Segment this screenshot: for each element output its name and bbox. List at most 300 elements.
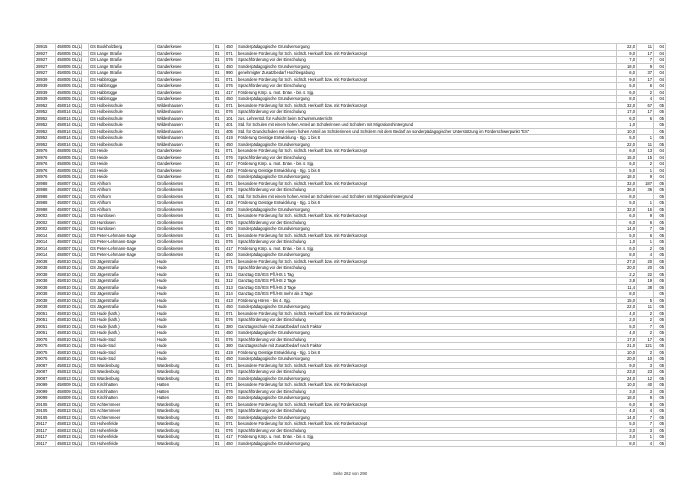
- unit-cell: 01: [214, 252, 225, 259]
- measure-code-cell: 071: [225, 102, 237, 109]
- measure-description-cell: Sprachförderung vor der Einschulung: [237, 388, 617, 395]
- school-name-cell: GS Habbrügge: [89, 76, 156, 83]
- school-code-cell: 458005 OL(L): [56, 174, 89, 181]
- unit-cell: 01: [214, 323, 225, 330]
- count-cell: 11: [637, 304, 654, 311]
- unit-cell: 01: [214, 115, 225, 122]
- measure-description-cell: Ganztagsschule mit Zusatzbedarf nach Faktor: [237, 323, 617, 330]
- school-code-cell: 458014 OL(L): [56, 109, 89, 116]
- school-name-cell: GS Lange Straße: [89, 57, 156, 64]
- school-name-cell: GS Bookholzberg: [89, 44, 156, 51]
- measure-code-cell: 450: [225, 356, 237, 363]
- school-name-cell: GS Achternmeer: [89, 401, 156, 408]
- measure-description-cell: Sprachförderung vor der Einschulung: [237, 369, 617, 376]
- row-number-cell: 28952: [35, 128, 56, 135]
- school-name-cell: GS Habbrügge: [89, 96, 156, 103]
- place-cell: Ganderkesee: [156, 174, 214, 181]
- school-name-cell: GS Jägerstraße: [89, 291, 156, 298]
- unit-cell: 01: [214, 304, 225, 311]
- term-cell: 05: [654, 258, 666, 265]
- hours-cell: 27,0: [617, 258, 637, 265]
- place-cell: Hude: [156, 349, 214, 356]
- row-number-cell: 28927: [35, 70, 56, 77]
- place-cell: Hude: [156, 304, 214, 311]
- measure-description-cell: Sonderpädagogische Grundversorgung: [237, 206, 617, 213]
- school-name-cell: GS Peter-Lehmann-Sage: [89, 252, 156, 259]
- school-name-cell: GS Wardenburg: [89, 375, 156, 382]
- term-cell: 05: [654, 369, 666, 376]
- count-cell: 6: [637, 83, 654, 90]
- measure-code-cell: 076: [225, 388, 237, 395]
- hours-cell: 6,0: [617, 219, 637, 226]
- hours-cell: 6,0: [617, 245, 637, 252]
- measure-code-cell: 076: [225, 154, 237, 161]
- hours-cell: 6,0: [617, 115, 637, 122]
- term-cell: 04: [654, 57, 666, 64]
- measure-code-cell: 071: [225, 76, 237, 83]
- hours-cell: 6,0: [617, 89, 637, 96]
- school-name-cell: GS Kirchhatten: [89, 382, 156, 389]
- measure-description-cell: besondere Förderung für Sch. nichtdt. Herkunft bzw. mit Förderkonzept: [237, 401, 617, 408]
- hours-cell: 8,0: [617, 440, 637, 447]
- term-cell: 05: [654, 297, 666, 304]
- school-code-cell: 458013 OL(L): [56, 408, 89, 415]
- place-cell: Großenkneten: [156, 232, 214, 239]
- row-number-cell: 29038: [35, 291, 56, 298]
- count-cell: 5: [637, 297, 654, 304]
- measure-code-cell: 076: [225, 408, 237, 415]
- place-cell: Hude: [156, 310, 214, 317]
- measure-code-cell: 419: [225, 200, 237, 207]
- count-cell: 2: [637, 317, 654, 324]
- count-cell: 1: [637, 167, 654, 174]
- school-code-cell: 458007 OL(L): [56, 206, 89, 213]
- place-cell: Ganderkesee: [156, 83, 214, 90]
- school-code-cell: 458014 OL(L): [56, 122, 89, 129]
- measure-code-cell: 071: [225, 310, 237, 317]
- measure-code-cell: 380: [225, 343, 237, 350]
- school-code-cell: 458014 OL(L): [56, 115, 89, 122]
- term-cell: 05: [654, 317, 666, 324]
- school-code-cell: 458010 OL(L): [56, 278, 89, 285]
- school-name-cell: GS Achternmeer: [89, 408, 156, 415]
- count-cell: 2: [637, 310, 654, 317]
- term-cell: 05: [654, 356, 666, 363]
- unit-cell: 01: [214, 50, 225, 57]
- place-cell: Wardenburg: [156, 434, 214, 441]
- school-code-cell: 458007 OL(L): [56, 187, 89, 194]
- hours-cell: 5,0: [617, 200, 637, 207]
- term-cell: 04: [654, 174, 666, 181]
- measure-description-cell: Ganztagsschule mit Zusatzbedarf nach Faktor: [237, 343, 617, 350]
- count-cell: 4: [637, 96, 654, 103]
- count-cell: 11: [637, 141, 654, 148]
- place-cell: Hude: [156, 271, 214, 278]
- place-cell: Wardenburg: [156, 369, 214, 376]
- measure-description-cell: Sonderpädagogische Grundversorgung: [237, 96, 617, 103]
- place-cell: Hatten: [156, 388, 214, 395]
- term-cell: 05: [654, 421, 666, 428]
- measure-description-cell: zus. Lehrerstd. für Aufsicht beim Schwimmunterricht: [237, 115, 617, 122]
- place-cell: Ganderkesee: [156, 96, 214, 103]
- unit-cell: 01: [214, 109, 225, 116]
- school-name-cell: GS Heide: [89, 174, 156, 181]
- unit-cell: 01: [214, 297, 225, 304]
- school-code-cell: 458013 OL(L): [56, 369, 89, 376]
- term-cell: 05: [654, 239, 666, 246]
- place-cell: Ganderkesee: [156, 57, 214, 64]
- count-cell: 6: [637, 219, 654, 226]
- hours-cell: 18,0: [617, 395, 637, 402]
- place-cell: Wildeshausen: [156, 128, 214, 135]
- measure-description-cell: Std. für Schulen mit einem hohen Anteil an Schülerinnen und Schülern mit Migrationshintergrund: [237, 122, 617, 129]
- school-name-cell: GS Hude-Süd: [89, 336, 156, 343]
- measure-code-cell: 990: [225, 70, 237, 77]
- row-number-cell: 28927: [35, 50, 56, 57]
- hours-cell: 3,8: [617, 278, 637, 285]
- place-cell: Hude: [156, 343, 214, 350]
- measure-code-cell: 450: [225, 252, 237, 259]
- school-code-cell: 458010 OL(L): [56, 323, 89, 330]
- term-cell: 05: [654, 122, 666, 129]
- school-code-cell: 458010 OL(L): [56, 349, 89, 356]
- school-name-cell: GS Lange Straße: [89, 70, 156, 77]
- count-cell: 37: [637, 70, 654, 77]
- place-cell: Wardenburg: [156, 408, 214, 415]
- term-cell: 05: [654, 102, 666, 109]
- measure-code-cell: 450: [225, 174, 237, 181]
- school-code-cell: 458007 OL(L): [56, 245, 89, 252]
- measure-description-cell: Sprachförderung vor der Einschulung: [237, 219, 617, 226]
- measure-code-cell: 417: [225, 89, 237, 96]
- unit-cell: 01: [214, 330, 225, 337]
- row-number-cell: 28976: [35, 167, 56, 174]
- place-cell: Hude: [156, 323, 214, 330]
- hours-cell: 5,0: [617, 83, 637, 90]
- count-cell: 20: [637, 258, 654, 265]
- row-number-cell: 29117: [35, 434, 56, 441]
- measure-code-cell: 419: [225, 167, 237, 174]
- unit-cell: 01: [214, 219, 225, 226]
- school-code-cell: 458007 OL(L): [56, 239, 89, 246]
- hours-cell: 8,0: [617, 193, 637, 200]
- term-cell: 05: [654, 265, 666, 272]
- school-name-cell: GS Huntlosen: [89, 213, 156, 220]
- row-number-cell: 29099: [35, 395, 56, 402]
- hours-cell: 21,0: [617, 343, 637, 350]
- measure-description-cell: Sprachförderung vor der Einschulung: [237, 427, 617, 434]
- unit-cell: 01: [214, 336, 225, 343]
- term-cell: 04: [654, 154, 666, 161]
- measure-description-cell: besondere Förderung für Sch. nichtdt. Herkunft bzw. mit Förderkonzept: [237, 232, 617, 239]
- place-cell: Großenkneten: [156, 239, 214, 246]
- term-cell: 05: [654, 135, 666, 142]
- measure-description-cell: Förderung Körp. u. mot. Entw. - bis 4. Sjg.: [237, 245, 617, 252]
- row-number-cell: 28988: [35, 180, 56, 187]
- count-cell: 17: [637, 76, 654, 83]
- place-cell: Großenkneten: [156, 193, 214, 200]
- school-name-cell: GS Huntlosen: [89, 226, 156, 233]
- unit-cell: 01: [214, 278, 225, 285]
- school-name-cell: GS Heide: [89, 148, 156, 155]
- measure-code-cell: 405: [225, 128, 237, 135]
- term-cell: 05: [654, 375, 666, 382]
- row-number-cell: 29099: [35, 382, 56, 389]
- unit-cell: 01: [214, 375, 225, 382]
- school-code-cell: 458010 OL(L): [56, 271, 89, 278]
- row-number-cell: 29105: [35, 414, 56, 421]
- hours-cell: 20,0: [617, 356, 637, 363]
- count-cell: 4: [637, 440, 654, 447]
- place-cell: Ganderkesee: [156, 89, 214, 96]
- school-name-cell: GS Hude-Süd: [89, 343, 156, 350]
- measure-code-cell: 450: [225, 141, 237, 148]
- table-row: [35, 440, 666, 447]
- unit-cell: 01: [214, 369, 225, 376]
- school-name-cell: GS Kirchhatten: [89, 395, 156, 402]
- school-code-cell: 458009 OL(L): [56, 382, 89, 389]
- measure-description-cell: Sprachförderung vor der Einschulung: [237, 154, 617, 161]
- hours-cell: 6,0: [617, 161, 637, 168]
- measure-code-cell: 450: [225, 206, 237, 213]
- unit-cell: 01: [214, 421, 225, 428]
- measure-code-cell: 413: [225, 297, 237, 304]
- term-cell: 04: [654, 44, 666, 51]
- place-cell: Großenkneten: [156, 200, 214, 207]
- measure-code-cell: 076: [225, 109, 237, 116]
- place-cell: Großenkneten: [156, 252, 214, 259]
- school-code-cell: 458013 OL(L): [56, 401, 89, 408]
- measure-description-cell: Sprachförderung vor der Einschulung: [237, 109, 617, 116]
- school-name-cell: GS Ahlhorn: [89, 200, 156, 207]
- measure-description-cell: besondere Förderung für Sch. nichtdt. Herkunft bzw. mit Förderkonzept: [237, 258, 617, 265]
- hours-cell: 4,0: [617, 310, 637, 317]
- hours-cell: 17,0: [617, 109, 637, 116]
- count-cell: 121: [637, 343, 654, 350]
- school-name-cell: GS Jägerstraße: [89, 304, 156, 311]
- place-cell: Hude: [156, 291, 214, 298]
- place-cell: Ganderkesee: [156, 70, 214, 77]
- school-code-cell: 458007 OL(L): [56, 180, 89, 187]
- school-name-cell: GS Jägerstraße: [89, 265, 156, 272]
- hours-cell: 10,0: [617, 128, 637, 135]
- term-cell: 05: [654, 336, 666, 343]
- unit-cell: 01: [214, 44, 225, 51]
- hours-cell: 3,0: [617, 434, 637, 441]
- count-cell: 17: [637, 109, 654, 116]
- count-cell: 36: [637, 187, 654, 194]
- measure-description-cell: Sonderpädagogische Grundversorgung: [237, 330, 617, 337]
- place-cell: Ganderkesee: [156, 44, 214, 51]
- measure-code-cell: 313: [225, 284, 237, 291]
- measure-code-cell: 380: [225, 323, 237, 330]
- school-name-cell: GS Hohenfelde: [89, 440, 156, 447]
- count-cell: 4: [637, 252, 654, 259]
- place-cell: Wildeshausen: [156, 102, 214, 109]
- count-cell: 4: [637, 408, 654, 415]
- measure-description-cell: Sprachförderung vor der Einschulung: [237, 83, 617, 90]
- term-cell: 05: [654, 284, 666, 291]
- unit-cell: 01: [214, 135, 225, 142]
- measure-code-cell: 076: [225, 57, 237, 64]
- term-cell: 05: [654, 440, 666, 447]
- measure-description-cell: Sonderpädagogische Grundversorgung: [237, 395, 617, 402]
- hours-cell: 5,0: [617, 421, 637, 428]
- term-cell: 05: [654, 434, 666, 441]
- count-cell: 1: [637, 200, 654, 207]
- school-name-cell: GS Holbeinschule: [89, 135, 156, 142]
- term-cell: 05: [654, 323, 666, 330]
- unit-cell: 01: [214, 141, 225, 148]
- school-name-cell: GS Hohenfelde: [89, 421, 156, 428]
- place-cell: Hude: [156, 330, 214, 337]
- school-name-cell: GS Holbeinschule: [89, 128, 156, 135]
- school-code-cell: 458013 OL(L): [56, 375, 89, 382]
- unit-cell: 01: [214, 427, 225, 434]
- school-code-cell: 458007 OL(L): [56, 232, 89, 239]
- count-cell: 20: [637, 265, 654, 272]
- school-name-cell: GS Heide: [89, 154, 156, 161]
- measure-code-cell: 076: [225, 187, 237, 194]
- term-cell: 04: [654, 83, 666, 90]
- term-cell: 05: [654, 291, 666, 298]
- hours-cell: 18,0: [617, 174, 637, 181]
- measure-description-cell: Sonderpädagogische Grundversorgung: [237, 375, 617, 382]
- school-code-cell: 458005 OL(L): [56, 83, 89, 90]
- measure-description-cell: Sonderpädagogische Grundversorgung: [237, 440, 617, 447]
- measure-code-cell: 450: [225, 44, 237, 51]
- hours-cell: 11,4: [617, 284, 637, 291]
- term-cell: 04: [654, 96, 666, 103]
- count-cell: 67: [637, 102, 654, 109]
- unit-cell: 01: [214, 161, 225, 168]
- term-cell: 05: [654, 245, 666, 252]
- row-number-cell: 29075: [35, 349, 56, 356]
- unit-cell: 01: [214, 434, 225, 441]
- unit-cell: 01: [214, 401, 225, 408]
- row-number-cell: 29075: [35, 343, 56, 350]
- measure-description-cell: Förderung Körp. u. mot. Entw. - bis 4. Sjg.: [237, 434, 617, 441]
- unit-cell: 01: [214, 128, 225, 135]
- measure-description-cell: Sprachförderung vor der Einschulung: [237, 239, 617, 246]
- measure-code-cell: 450: [225, 304, 237, 311]
- term-cell: 04: [654, 70, 666, 77]
- unit-cell: 01: [214, 57, 225, 64]
- count-cell: 9: [637, 174, 654, 181]
- table-body: [35, 44, 666, 447]
- measure-code-cell: 314: [225, 291, 237, 298]
- row-number-cell: 29087: [35, 375, 56, 382]
- unit-cell: 01: [214, 187, 225, 194]
- count-cell: 19: [637, 278, 654, 285]
- row-number-cell: 28988: [35, 206, 56, 213]
- unit-cell: 01: [214, 122, 225, 129]
- hours-cell: 3,0: [617, 388, 637, 395]
- place-cell: Hude: [156, 297, 214, 304]
- hours-cell: 20,0: [617, 265, 637, 272]
- hours-cell: 1,0: [617, 239, 637, 246]
- row-number-cell: 29051: [35, 317, 56, 324]
- measure-description-cell: Förderung Geistige Entwicklung - Sjg. 1 bis 8: [237, 167, 617, 174]
- hours-cell: 36,0: [617, 187, 637, 194]
- measure-description-cell: Sprachförderung vor der Einschulung: [237, 317, 617, 324]
- hours-cell: 32,0: [617, 102, 637, 109]
- place-cell: Wildeshausen: [156, 122, 214, 129]
- unit-cell: 01: [214, 213, 225, 220]
- place-cell: Ganderkesee: [156, 161, 214, 168]
- place-cell: Großenkneten: [156, 213, 214, 220]
- school-code-cell: 458009 OL(L): [56, 388, 89, 395]
- school-code-cell: 458010 OL(L): [56, 284, 89, 291]
- unit-cell: 01: [214, 245, 225, 252]
- place-cell: Hude: [156, 356, 214, 363]
- measure-code-cell: 417: [225, 434, 237, 441]
- row-number-cell: 29105: [35, 408, 56, 415]
- unit-cell: 01: [214, 317, 225, 324]
- unit-cell: 01: [214, 349, 225, 356]
- school-code-cell: 458009 OL(L): [56, 395, 89, 402]
- row-number-cell: 29038: [35, 284, 56, 291]
- hours-cell: 23,0: [617, 369, 637, 376]
- hours-cell: 18,0: [617, 63, 637, 70]
- measure-description-cell: Ganztag GS/IGS Pfl./HS 1 Tag: [237, 271, 617, 278]
- measure-description-cell: besondere Förderung für Sch. nichtdt. Herkunft bzw. mit Förderkonzept: [237, 213, 617, 220]
- hours-cell: 14,0: [617, 414, 637, 421]
- term-cell: 05: [654, 213, 666, 220]
- count-cell: 7: [637, 226, 654, 233]
- school-code-cell: 458013 OL(L): [56, 414, 89, 421]
- measure-code-cell: 450: [225, 63, 237, 70]
- measure-code-cell: 071: [225, 258, 237, 265]
- unit-cell: 01: [214, 440, 225, 447]
- place-cell: Wardenburg: [156, 414, 214, 421]
- school-code-cell: 458010 OL(L): [56, 336, 89, 343]
- school-name-cell: GS Hohenfelde: [89, 427, 156, 434]
- row-number-cell: 29038: [35, 271, 56, 278]
- measure-code-cell: 401: [225, 193, 237, 200]
- unit-cell: 01: [214, 180, 225, 187]
- place-cell: Wardenburg: [156, 427, 214, 434]
- measure-description-cell: Std. für Grundschulen mit einem hohen Anteil an Schülerinnen und Schülern mit dem Bedarf an sonderpädagogischer Unterstützung im Förderschwerpunkt "ES": [237, 128, 617, 135]
- measure-description-cell: besondere Förderung für Sch. nichtdt. Herkunft bzw. mit Förderkonzept: [237, 102, 617, 109]
- measure-description-cell: Std. für Schulen mit einem hohen Anteil an Schülerinnen und Schülern mit Migrationshintergrund: [237, 193, 617, 200]
- measure-code-cell: 076: [225, 83, 237, 90]
- count-cell: 40: [637, 382, 654, 389]
- measure-description-cell: besondere Förderung für Sch. nichtdt. Herkunft bzw. mit Förderkonzept: [237, 421, 617, 428]
- measure-code-cell: 311: [225, 271, 237, 278]
- school-name-cell: GS Habbrügge: [89, 89, 156, 96]
- unit-cell: 01: [214, 395, 225, 402]
- place-cell: Wardenburg: [156, 401, 214, 408]
- school-code-cell: 458005 OL(L): [56, 161, 89, 168]
- school-name-cell: GS Lange Straße: [89, 63, 156, 70]
- school-code-cell: 458010 OL(L): [56, 317, 89, 324]
- school-code-cell: 458010 OL(L): [56, 258, 89, 265]
- measure-description-cell: besondere Förderung für Sch. nichtdt. Herkunft bzw. mit Förderkonzept: [237, 362, 617, 369]
- count-cell: 2: [637, 330, 654, 337]
- unit-cell: 01: [214, 408, 225, 415]
- measure-code-cell: 076: [225, 369, 237, 376]
- unit-cell: 01: [214, 206, 225, 213]
- term-cell: 05: [654, 206, 666, 213]
- place-cell: Wildeshausen: [156, 115, 214, 122]
- term-cell: 05: [654, 187, 666, 194]
- unit-cell: 01: [214, 96, 225, 103]
- school-name-cell: GS Holbeinschule: [89, 122, 156, 129]
- measure-code-cell: 071: [225, 421, 237, 428]
- school-code-cell: 458013 OL(L): [56, 440, 89, 447]
- place-cell: Wildeshausen: [156, 109, 214, 116]
